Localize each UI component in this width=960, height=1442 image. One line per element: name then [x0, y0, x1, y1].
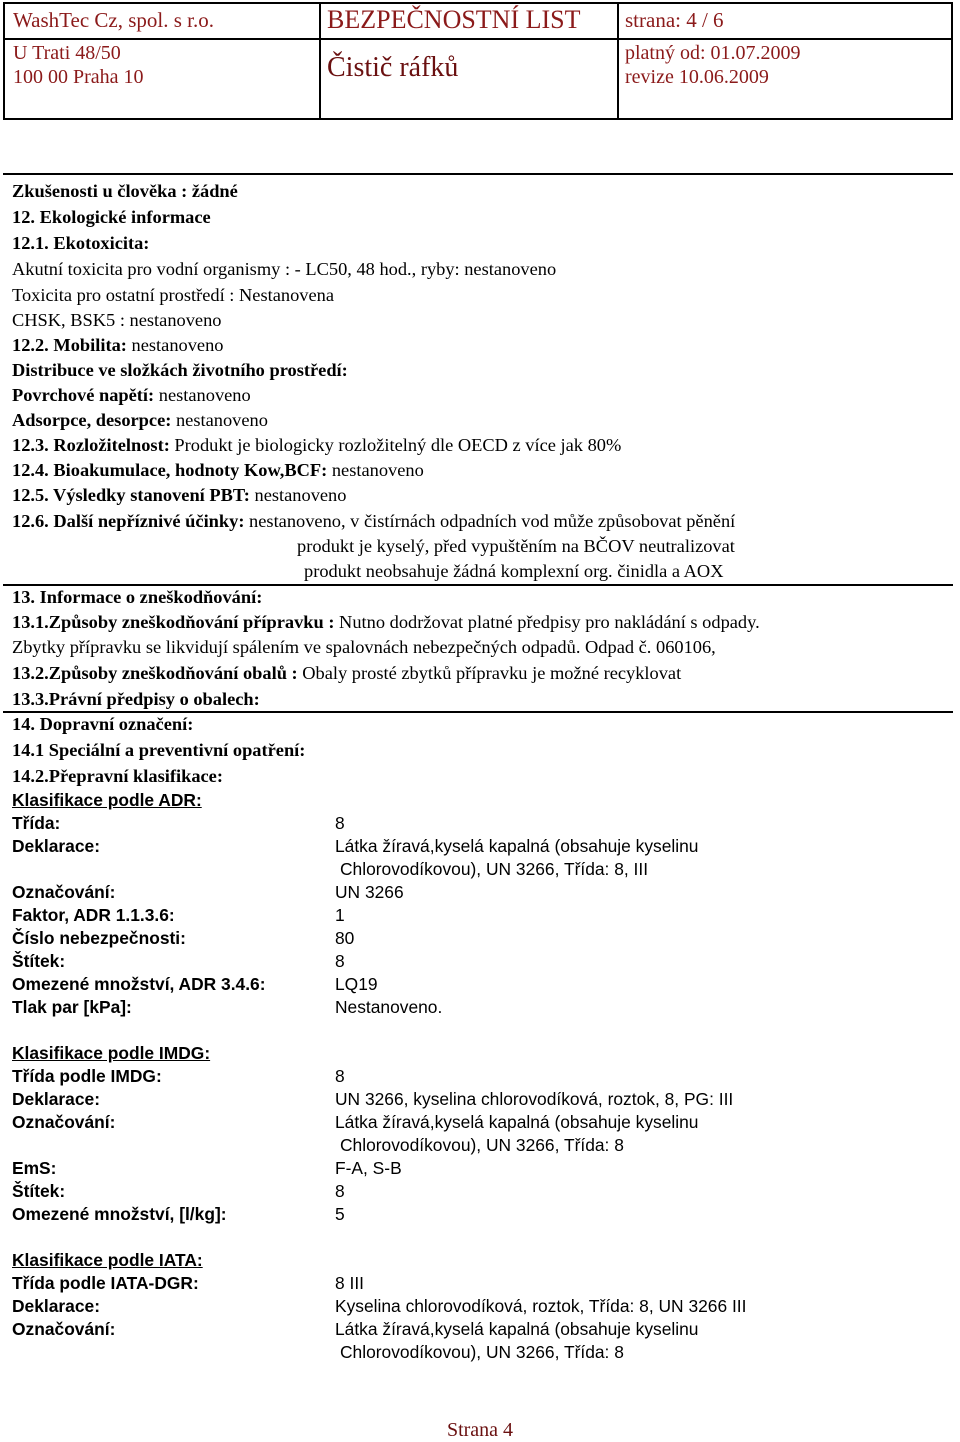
- adr-vapour-value: Nestanoveno.: [335, 997, 443, 1017]
- section-12-title: 12. Ekologické informace: [12, 207, 211, 227]
- adr-marking-value: UN 3266: [335, 882, 404, 902]
- human-experience: Zkušenosti u člověka : žádné: [12, 181, 238, 201]
- company-name: WashTec Cz, spol. s r.o.: [13, 8, 214, 32]
- chsk-bsk5: CHSK, BSK5 : nestanoveno: [12, 310, 222, 330]
- page-footer: Strana 4: [446, 1419, 514, 1441]
- special-precautions: 14.1 Speciální a preventivní opatření:: [12, 740, 306, 760]
- degradability: 12.3. Rozložitelnost: Produkt je biologicky rozložitelný dle OECD z více jak 80%: [12, 435, 622, 455]
- adr-limited-value: LQ19: [335, 974, 378, 994]
- other-effects: 12.6. Další nepříznivé účinky: nestanoveno, v čistírnách odpadních vod může způsobovat pěnění: [12, 511, 736, 531]
- adr-class-label: Třída:: [12, 813, 61, 833]
- adr-heading: Klasifikace podle ADR:: [12, 790, 202, 810]
- imdg-limited-value: 5: [335, 1204, 345, 1224]
- company-street: U Trati 48/50: [13, 42, 121, 64]
- header-divider: [319, 4, 321, 118]
- adr-declaration-value: Látka žíravá,kyselá kapalná (obsahuje kyselinu: [335, 836, 699, 856]
- imdg-class-value: 8: [335, 1066, 345, 1086]
- imdg-tag-label: Štítek:: [12, 1181, 66, 1201]
- imdg-limited-label: Omezené množství, [l/kg]:: [12, 1204, 227, 1224]
- section-13-title: 13. Informace o zneškodňování:: [12, 587, 263, 607]
- document-title: BEZPEČNOSTNÍ LIST: [327, 5, 581, 34]
- revision-date: revize 10.06.2009: [625, 66, 769, 88]
- imdg-marking-value-2: Chlorovodíkovou), UN 3266, Třída: 8: [340, 1135, 624, 1155]
- section-14-title: 14. Dopravní označení:: [12, 714, 194, 734]
- header-divider: [617, 4, 619, 118]
- surface-tension: Povrchové napětí: nestanoveno: [12, 385, 251, 405]
- iata-class-value: 8 III: [335, 1273, 364, 1293]
- page-indicator: strana: 4 / 6: [625, 8, 724, 32]
- imdg-marking-label: Označování:: [12, 1112, 116, 1132]
- iata-marking-value-2: Chlorovodíkovou), UN 3266, Třída: 8: [340, 1342, 624, 1362]
- company-city: 100 00 Praha 10: [13, 66, 144, 88]
- packaging-disposal: 13.2.Způsoby zneškodňování obalů : Obaly prosté zbytků přípravku je možné recyklovat: [12, 663, 682, 683]
- iata-marking-label: Označování:: [12, 1319, 116, 1339]
- adr-declaration-value-2: Chlorovodíkovou), UN 3266, Třída: 8, III: [340, 859, 649, 879]
- disposal-methods-line2: Zbytky přípravku se likvidují spálením ve spalovnách nebezpečných odpadů. Odpad č. 060106,: [12, 637, 716, 657]
- adr-hazard-label: Číslo nebezpečnosti:: [12, 928, 186, 948]
- ecotoxicity-title: 12.1. Ekotoxicita:: [12, 233, 150, 253]
- imdg-marking-value: Látka žíravá,kyselá kapalná (obsahuje kyselinu: [335, 1112, 699, 1132]
- adr-tag-value: 8: [335, 951, 345, 971]
- adr-limited-label: Omezené množství, ADR 3.4.6:: [12, 974, 266, 994]
- iata-marking-value: Látka žíravá,kyselá kapalná (obsahuje kyselinu: [335, 1319, 699, 1339]
- disposal-methods: 13.1.Způsoby zneškodňování přípravku : Nutno dodržovat platné předpisy pro nakládání s odpady.: [12, 612, 760, 632]
- adr-vapour-label: Tlak par [kPa]:: [12, 997, 132, 1017]
- other-env-toxicity: Toxicita pro ostatní prostředí : Nestanovena: [12, 285, 334, 305]
- mobility: 12.2. Mobilita: nestanoveno: [12, 335, 224, 355]
- header-divider: [5, 38, 951, 40]
- imdg-ems-value: F-A, S-B: [335, 1158, 402, 1178]
- iata-declaration-label: Deklarace:: [12, 1296, 100, 1316]
- adr-tag-label: Štítek:: [12, 951, 66, 971]
- adr-hazard-value: 80: [335, 928, 355, 948]
- iata-heading: Klasifikace podle IATA:: [12, 1250, 203, 1270]
- packaging-legal: 13.3.Právní předpisy o obalech:: [12, 689, 260, 709]
- iata-declaration-value: Kyselina chlorovodíková, roztok, Třída: 8, UN 3266 III: [335, 1296, 747, 1316]
- imdg-class-label: Třída podle IMDG:: [12, 1066, 162, 1086]
- acute-toxicity: Akutní toxicita pro vodní organismy : - LC50, 48 hod., ryby: nestanoveno: [12, 259, 557, 279]
- imdg-declaration-label: Deklarace:: [12, 1089, 100, 1109]
- imdg-tag-value: 8: [335, 1181, 345, 1201]
- adr-class-value: 8: [335, 813, 345, 833]
- other-effects-line2: produkt je kyselý, před vypuštěním na BČOV neutralizovat: [297, 536, 735, 556]
- product-name: Čistič ráfků: [327, 52, 459, 83]
- document-header: [3, 2, 953, 120]
- imdg-heading: Klasifikace podle IMDG:: [12, 1043, 211, 1063]
- adr-factor-label: Faktor, ADR 1.1.3.6:: [12, 905, 175, 925]
- other-effects-line3: produkt neobsahuje žádná komplexní org. činidla a AOX: [304, 561, 724, 581]
- transport-classification: 14.2.Přepravní klasifikace:: [12, 766, 223, 786]
- adsorption: Adsorpce, desorpce: nestanoveno: [12, 410, 268, 430]
- valid-from: platný od: 01.07.2009: [625, 42, 801, 64]
- pbt-results: 12.5. Výsledky stanovení PBT: nestanoveno: [12, 485, 347, 505]
- adr-declaration-label: Deklarace:: [12, 836, 100, 856]
- distribution: Distribuce ve složkách životního prostředí:: [12, 360, 348, 380]
- bioaccumulation: 12.4. Bioakumulace, hodnoty Kow,BCF: nestanoveno: [12, 460, 424, 480]
- imdg-ems-label: EmS:: [12, 1158, 57, 1178]
- section-divider: [3, 173, 953, 175]
- adr-factor-value: 1: [335, 905, 345, 925]
- iata-class-label: Třída podle IATA-DGR:: [12, 1273, 199, 1293]
- imdg-declaration-value: UN 3266, kyselina chlorovodíková, roztok, 8, PG: III: [335, 1089, 734, 1109]
- adr-marking-label: Označování:: [12, 882, 116, 902]
